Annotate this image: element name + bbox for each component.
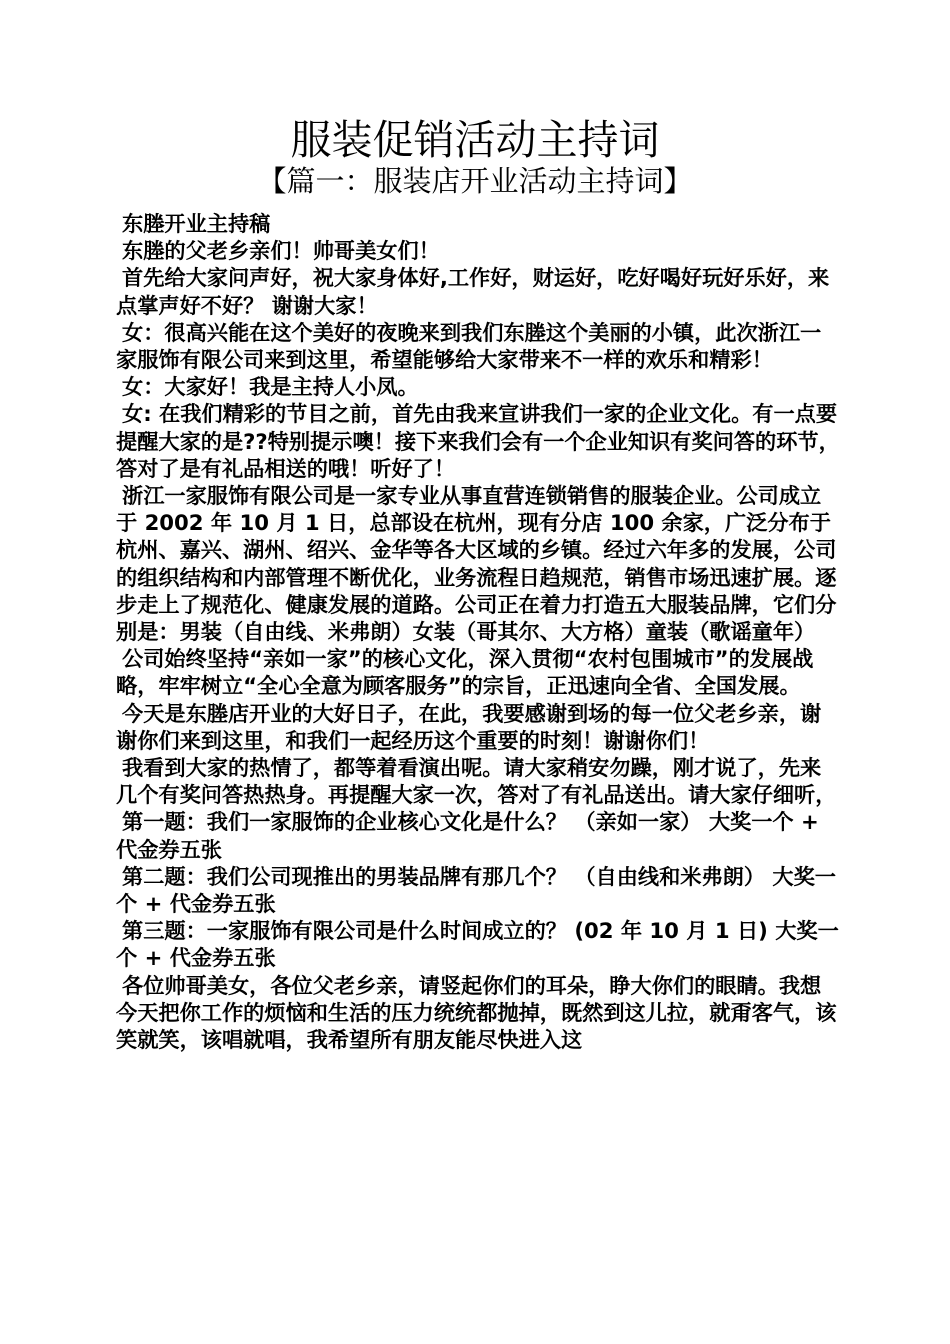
paragraph: 东塍开业主持稿 bbox=[122, 211, 271, 236]
paragraph: 第二题：我们公司现推出的男装品牌有那几个？ （自由线和米弗朗） 大奖一个 + 代金券五张 bbox=[116, 863, 836, 917]
paragraph: 第一题：我们一家服饰的企业核心文化是什么？ （亲如一家） 大奖一个 + 代金券五张 bbox=[116, 809, 819, 862]
document-subtitle: 【篇一：服装店开业活动主持词】 bbox=[257, 164, 693, 198]
paragraph: 今天是东塍店开业的大好日子，在此，我要感谢到场的每一位父老乡亲，谢谢你们来到这里，和我们一起经历这个重要的时刻！谢谢你们！ bbox=[116, 700, 822, 753]
paragraph: 女：大家好！我是主持人小凤。 bbox=[122, 374, 419, 400]
paragraph: 女: 在我们精彩的节目之前，首先由我来宣讲我们一家的企业文化。有一点要提醒大家的是??特别提示噢！接下来我们会有一个企业知识有奖问答的环节，答对了是有礼品相送的哦！听好了！ bbox=[116, 401, 840, 481]
paragraph: 东塍的父老乡亲们！帅哥美女们！ bbox=[122, 238, 440, 264]
paragraph: 公司始终坚持“亲如一家”的核心文化，深入贯彻“农村包围城市”的发展战略，牢牢树立“全心全意为顾客服务”的宗旨，正迅速向全省、全国发展。 bbox=[116, 646, 814, 699]
paragraph: 女：很高兴能在这个美好的夜晚来到我们东塍这个美丽的小镇，此次浙江一家服饰有限公司来到这里，希望能够给大家带来不一样的欢乐和精彩！ bbox=[116, 319, 822, 373]
document-title: 服装促销活动主持词 bbox=[290, 116, 660, 164]
paragraph: 各位帅哥美女，各位父老乡亲，请竖起你们的耳朵，睁大你们的眼睛。我想今天把你工作的烦恼和生活的压力统统都抛掉，既然到这儿拉，就甭客气，该笑就笑，该唱就唱，我希望所有朋友能尽快进入这 bbox=[116, 972, 837, 1053]
paragraph: 第三题：一家服饰有限公司是什么时间成立的？ (02 年 10 月 1 日) 大奖一个 + 代金券五张 bbox=[116, 918, 839, 971]
paragraph: 我看到大家的热情了，都等着看演出呢。请大家稍安勿躁，刚才说了，先来几个有奖问答热热身。再提醒大家一次，答对了有礼品送出。请大家仔细听， bbox=[116, 755, 837, 808]
paragraph: 首先给大家问声好，祝大家身体好,工作好，财运好，吃好喝好玩好乐好，来点掌声好不好？ 谢谢大家！ bbox=[116, 265, 830, 318]
document-body bbox=[116, 210, 840, 1053]
paragraph: 浙江一家服饰有限公司是一家专业从事直营连锁销售的服装企业。公司成立于 2002 年 10 月 1 日，总部设在杭州，现有分店 100 余家，广泛分布于杭州、嘉兴、湖州、绍兴、金华等各大区域的乡镇。经过六年多的发展，公司的组织结构和内部管理不断优化，业务流程日趋规范，销售市场迅速扩展。逐步走上了规范化、健康发展的道路。公司正在着力打造五大服装品牌，它们分别是：男装（自由线、米弗朗）女装（哥其尔、大方格）童装（歌谣童年） bbox=[116, 483, 837, 645]
